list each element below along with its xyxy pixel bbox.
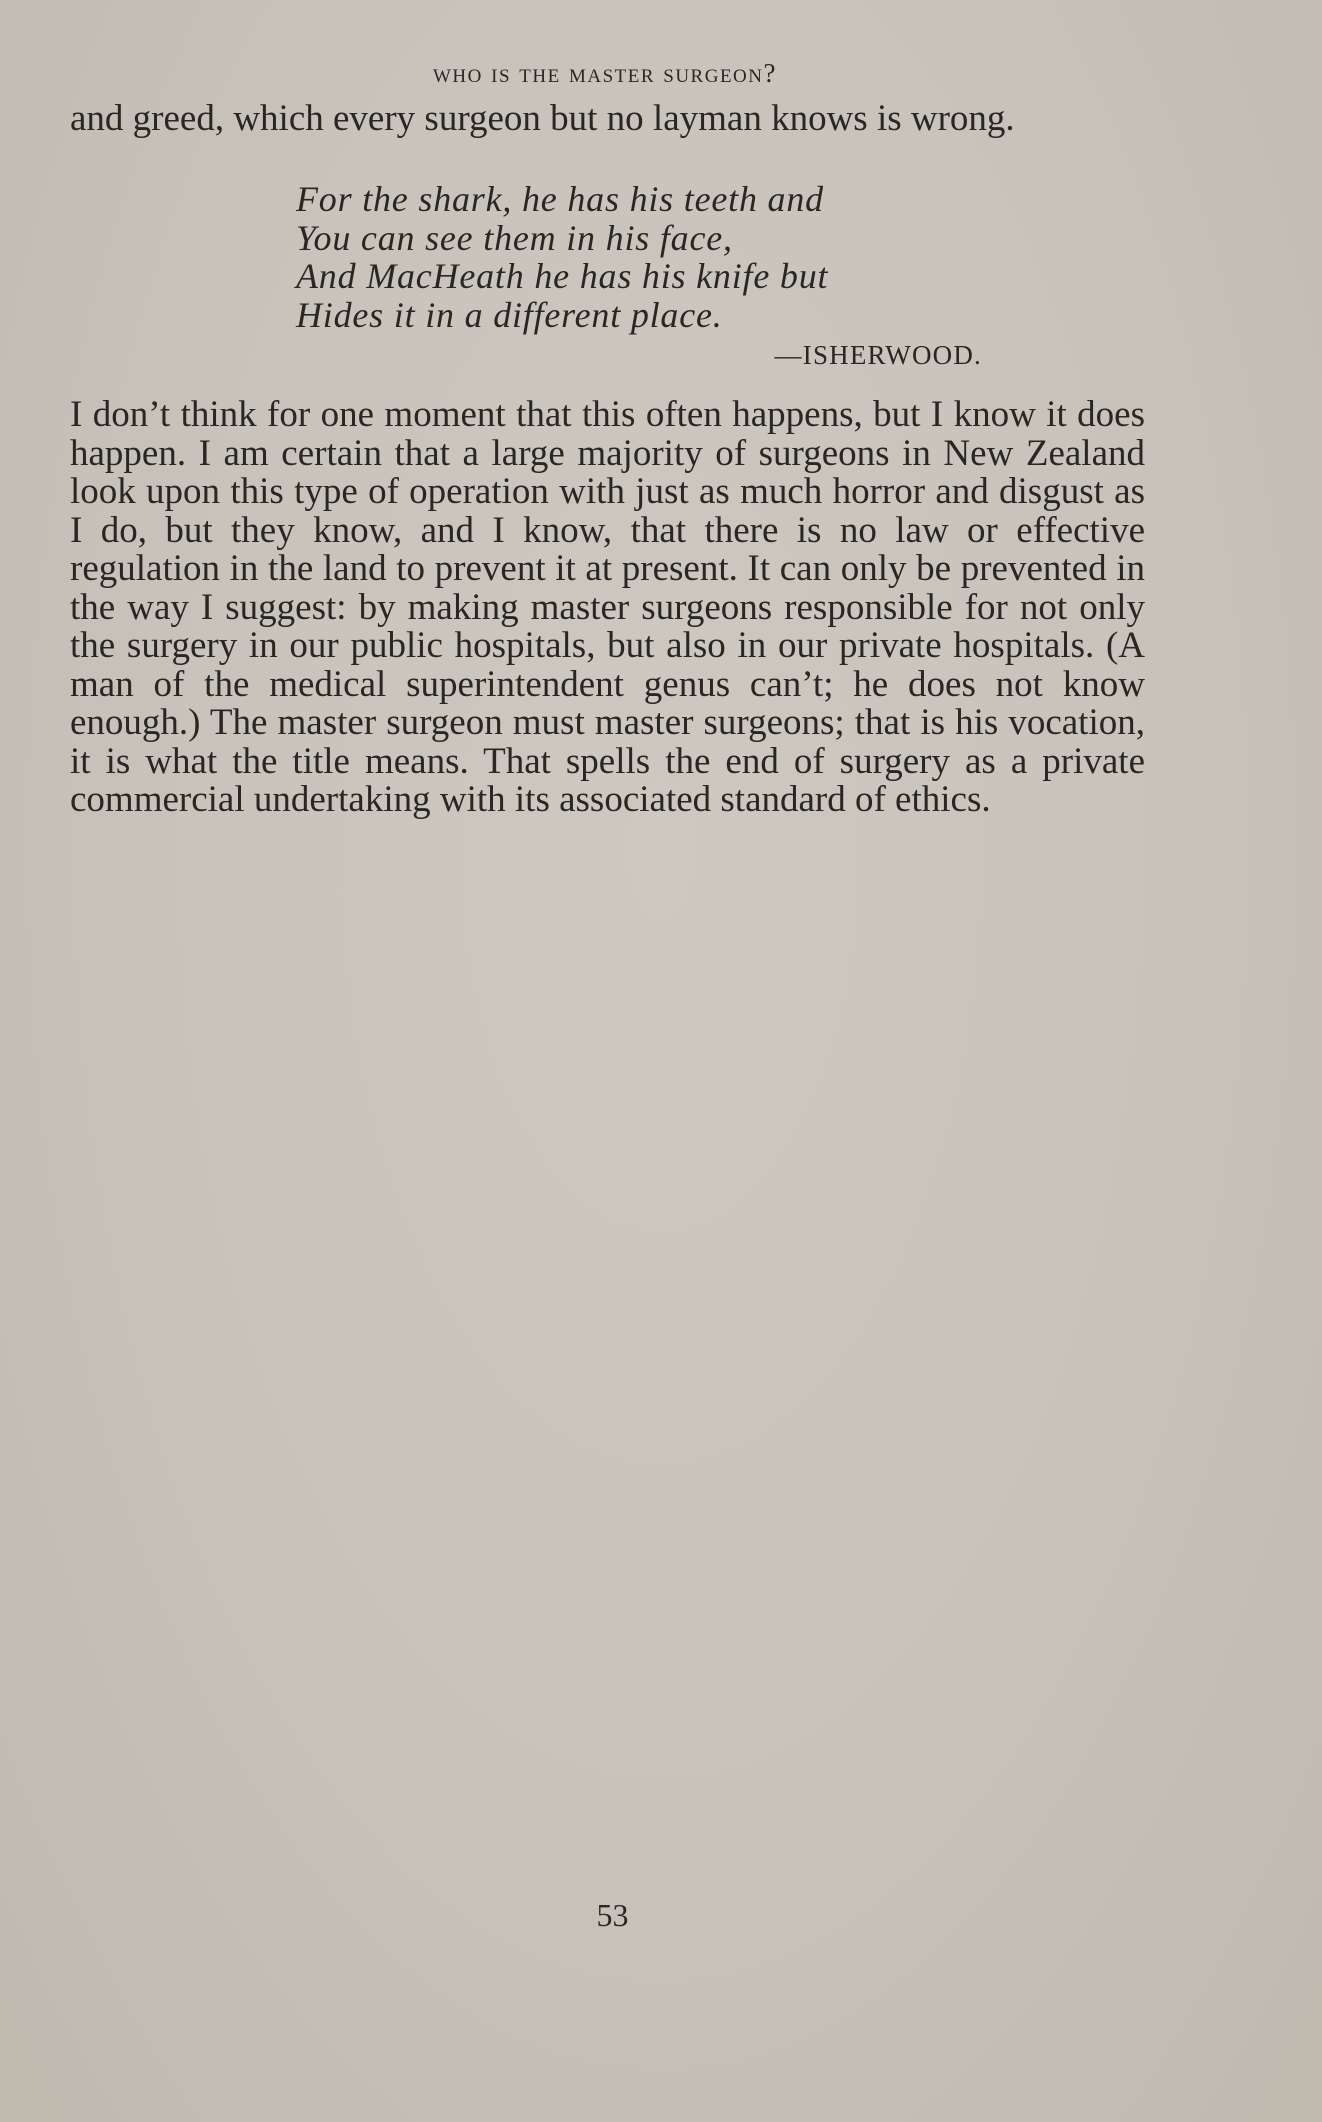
page-number: 53 (596, 1897, 629, 1933)
main-paragraph (70, 396, 1145, 820)
verse-line: Hides it in a different place. (296, 294, 723, 335)
running-head: who is the master surgeon? (433, 58, 777, 88)
verse-line: For the shark, he has his teeth and (296, 179, 824, 219)
verse-line: You can see them in his face, (296, 217, 733, 258)
verse-line: And MacHeath he has his knife but (296, 256, 829, 296)
verse-attribution: —ISHERWOOD. (774, 340, 982, 370)
main-paragraph-text: I don’t think for one moment that this often happens, but I know it does happen. I am certain that a large majority of surgeons in New Zealand look upon this type of operation with just as much horror and disgust as I do, but they know, and I know, that there is no law or effective regulation in the land to prevent it at present. It can only be prevented in the way I suggest: by making master surgeons responsible for not only the surgery in our public hospitals, but also in our private hospitals. (A man of the medical superintendent genus can’t; he does not know enough.) The master surgeon must master surgeons; that is his vocation, it is what the title means. That spells the end of surgery as a private commercial undertaking with its associated standard of ethics. (70, 394, 1145, 820)
verse-quotation (296, 180, 996, 334)
continuation-paragraph-text: and greed, which every surgeon but no layman knows is wrong. (70, 98, 1015, 139)
continuation-paragraph (70, 100, 1145, 139)
